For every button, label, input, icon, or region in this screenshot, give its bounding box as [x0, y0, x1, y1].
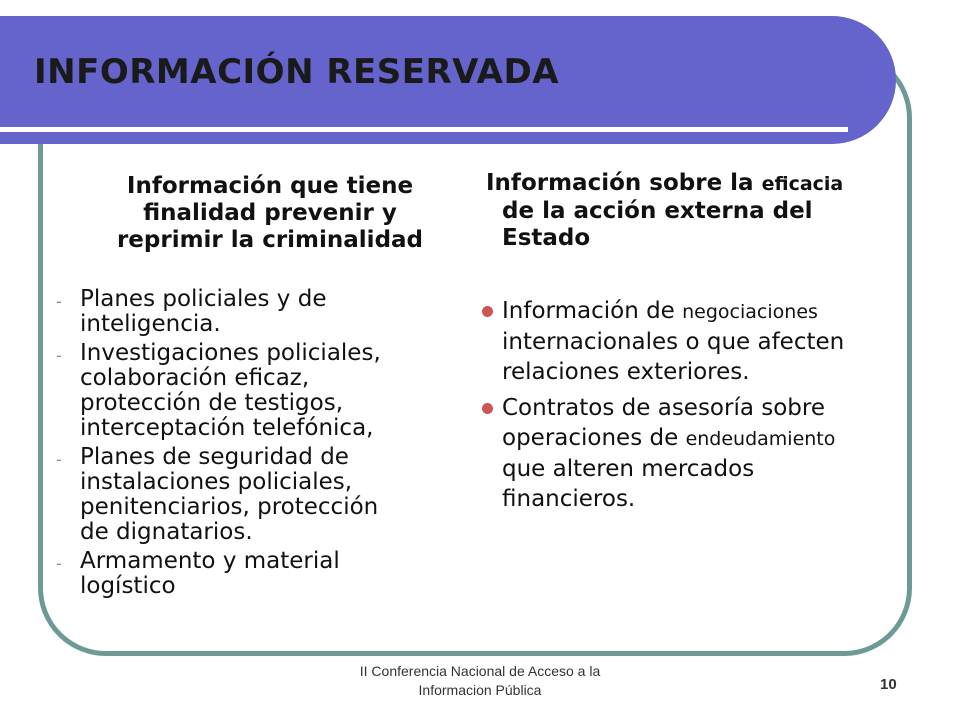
list-item-line: que alteren mercados [502, 456, 755, 482]
dash-bullet-icon: - [56, 346, 62, 365]
right-heading-line [486, 170, 936, 198]
dot-bullet-icon [482, 403, 493, 414]
dot-bullet-icon [482, 306, 493, 317]
list-item [56, 549, 456, 599]
right-heading-line: de la acción externa del [502, 198, 813, 224]
dash-bullet-icon: - [56, 554, 62, 573]
slide-footer [300, 662, 660, 700]
page-number: 10 [880, 676, 897, 693]
right-column-heading [486, 170, 936, 252]
left-column-list [56, 287, 456, 603]
list-item-line: Armamento y material [80, 548, 340, 574]
list-item-line: Planes policiales y de [80, 286, 327, 312]
list-item-line: logístico [80, 573, 176, 599]
left-column-heading [80, 173, 460, 254]
heading-text: Información sobre la [486, 170, 762, 196]
list-item-line: colaboración eficaz, [80, 365, 310, 391]
footer-line: II Conferencia Nacional de Acceso a la [359, 663, 601, 679]
list-item-line: protección de testigos, [80, 390, 344, 416]
dash-bullet-icon: - [56, 292, 62, 311]
right-column-list [480, 296, 920, 520]
list-item-line: interceptación telefónica, [80, 415, 374, 441]
list-item-text-small: endeudamiento [685, 428, 836, 450]
left-heading-line: finalidad prevenir y [143, 200, 397, 226]
list-item-line: Planes de seguridad de [80, 444, 349, 470]
dash-bullet-icon: - [56, 450, 62, 469]
list-item-line: relaciones exteriores. [502, 359, 750, 385]
list-item [56, 445, 456, 545]
list-item-line: penitenciarios, protección [80, 494, 379, 520]
banner-divider [0, 127, 848, 132]
list-item-line: financieros. [502, 486, 636, 512]
list-item-line: instalaciones policiales, [80, 469, 353, 495]
list-item-line: de dignatarios. [80, 519, 253, 545]
left-heading-line: Información que tiene [126, 173, 414, 199]
list-item [56, 287, 456, 337]
list-item [480, 393, 920, 514]
right-heading-line: Estado [502, 225, 591, 251]
slide-title: INFORMACIÓN RESERVADA [34, 52, 560, 92]
list-item-line: internacionales o que afecten [502, 329, 845, 355]
list-item-text: Información de [502, 298, 683, 324]
footer-line: Informacion Pública [418, 682, 542, 698]
left-heading-line: reprimir la criminalidad [116, 227, 424, 253]
list-item-line: Contratos de asesoría sobre [502, 395, 826, 421]
heading-text-small: eficacia [761, 173, 844, 195]
list-item-line: inteligencia. [80, 311, 221, 337]
list-item [56, 341, 456, 441]
list-item [480, 296, 920, 387]
list-item-line: Investigaciones policiales, [80, 340, 381, 366]
list-item-text: operaciones de [502, 425, 686, 451]
list-item-text-small: negociaciones [682, 301, 818, 323]
